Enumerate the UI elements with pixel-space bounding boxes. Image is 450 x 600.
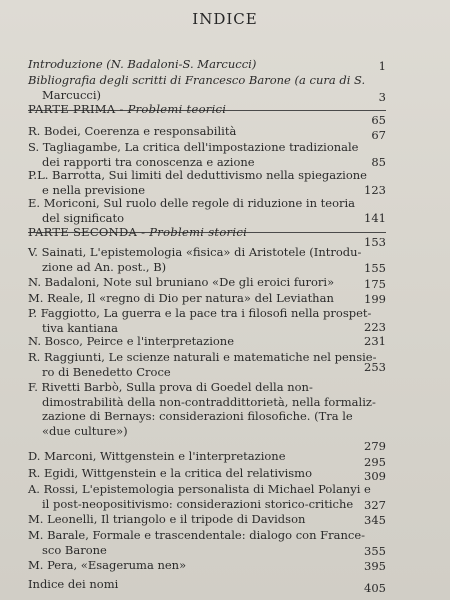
entry-text-cont: sco Barone	[42, 542, 107, 557]
page-title: INDICE	[192, 10, 258, 28]
toc-entry	[28, 558, 391, 573]
entry-text: R. Bodei, Coerenza e responsabilità	[28, 124, 237, 138]
toc-entry	[28, 449, 391, 464]
toc-entry-indice-nomi	[28, 577, 391, 592]
entry-text-cont: del significato	[42, 210, 125, 225]
page-number: 327	[364, 498, 386, 512]
entry-text-cont: Marcucci)	[42, 87, 102, 102]
entry-text-cont: zazione di Bernays: considerazioni filosofiche. (Tra le	[42, 409, 353, 423]
page-number: 223	[364, 320, 386, 334]
toc-entry	[28, 196, 391, 225]
page-number: 3	[378, 90, 386, 104]
entry-text: M. Reale, Il «regno di Dio per natura» del Leviathan	[28, 291, 334, 305]
entry-text-cont: tiva kantiana	[42, 320, 118, 335]
toc-entry	[28, 245, 391, 274]
entry-text: N. Bosco, Peirce e l'interpretazione	[28, 334, 235, 348]
page-number: 395	[364, 559, 386, 573]
toc-entry-introduzione	[28, 57, 391, 72]
page-number: 279	[364, 439, 386, 453]
entry-text: P. Faggiotto, La guerra e la pace tra i filosofi nella prospet-	[28, 306, 372, 320]
toc-entry	[28, 350, 391, 379]
page-number: 253	[364, 360, 386, 374]
part-heading-seconda: PARTE SECONDA - Problemi storici	[28, 225, 248, 239]
entry-text-cont: «due culture»)	[42, 423, 128, 438]
toc-entry	[28, 512, 391, 527]
entry-text: S. Tagliagambe, La critica dell'impostazione tradizionale	[28, 140, 359, 154]
entry-text: F. Rivetti Barbò, Sulla prova di Goedel della non-	[28, 380, 313, 394]
entry-text: Introduzione (N. Badaloni-S. Marcucci)	[28, 57, 257, 71]
page-number: 141	[364, 211, 386, 225]
page-number: 153	[364, 235, 386, 249]
toc-entry	[28, 528, 391, 557]
page-number: 309	[364, 469, 386, 483]
entry-text: M. Pera, «Esageruma nen»	[28, 558, 187, 572]
toc-entry	[28, 334, 391, 349]
part-subtitle: Problemi storici	[149, 225, 248, 239]
toc-entry	[28, 380, 391, 438]
page-number: 405	[364, 581, 386, 595]
page-number: 345	[364, 513, 386, 527]
page-number: 67	[371, 128, 386, 142]
entry-text: A. Rossi, L'epistemologia personalista di Michael Polanyi e	[28, 482, 371, 496]
entry-text: N. Badaloni, Note sul bruniano «De gli eroici furori»	[28, 275, 335, 289]
entry-text: P.L. Barrotta, Sui limiti del deduttivismo nella spiegazione	[28, 168, 367, 182]
page-number: 175	[364, 277, 386, 291]
toc-entry	[28, 306, 391, 335]
toc-entry-bibliografia	[28, 73, 391, 102]
entry-text-cont: e nella previsione	[42, 182, 146, 197]
entry-text: M. Leonelli, Il triangolo e il tripode di Davidson	[28, 512, 306, 526]
toc-entry	[28, 275, 391, 290]
entry-text: R. Egidi, Wittgenstein e la critica del relativismo	[28, 466, 312, 480]
entry-text-cont: ro di Benedetto Croce	[42, 364, 171, 379]
page-number: 85	[371, 155, 386, 169]
page-number: 295	[364, 455, 386, 469]
page-number: 155	[364, 261, 386, 275]
entry-text-cont: dimostrabilità della non-contraddittorietà, nella formaliz-	[42, 394, 376, 409]
toc-entry	[28, 168, 391, 197]
toc-entry	[28, 482, 391, 511]
entry-text-cont: dei rapporti tra conoscenza e azione	[42, 154, 255, 169]
toc-entry	[28, 291, 391, 306]
entry-text: Bibliografia degli scritti di Francesco Barone (a cura di S.	[28, 73, 366, 87]
entry-text: Indice dei nomi	[28, 577, 119, 591]
part-label: PARTE SECONDA	[28, 225, 138, 239]
page-number: 199	[364, 292, 386, 306]
toc-entry	[28, 140, 391, 169]
part-label: PARTE PRIMA	[28, 102, 116, 116]
entry-text-cont: il post-neopositivismo: considerazioni storico-critiche	[42, 496, 354, 511]
part-subtitle: Problemi teorici	[127, 102, 227, 116]
page-number: 1	[378, 59, 386, 73]
page-number: 231	[364, 334, 386, 348]
part-heading-prima: PARTE PRIMA - Problemi teorici	[28, 102, 227, 116]
toc-entry	[28, 124, 391, 139]
entry-text-cont: zione ad An. post., B)	[42, 259, 167, 274]
toc-entry	[28, 466, 391, 481]
entry-text: E. Moriconi, Sul ruolo delle regole di riduzione in teoria	[28, 196, 356, 210]
entry-text: M. Barale, Formale e trascendentale: dialogo con France-	[28, 528, 366, 542]
page-number: 65	[371, 113, 386, 127]
page-number: 355	[364, 544, 386, 558]
entry-text: R. Raggiunti, Le scienze naturali e matematiche nel pensie-	[28, 350, 377, 364]
entry-text: V. Sainati, L'epistemologia «fisica» di Aristotele (Introdu-	[28, 245, 362, 259]
entry-text: D. Marconi, Wittgenstein e l'interpretazione	[28, 449, 286, 463]
page-number: 123	[364, 183, 386, 197]
